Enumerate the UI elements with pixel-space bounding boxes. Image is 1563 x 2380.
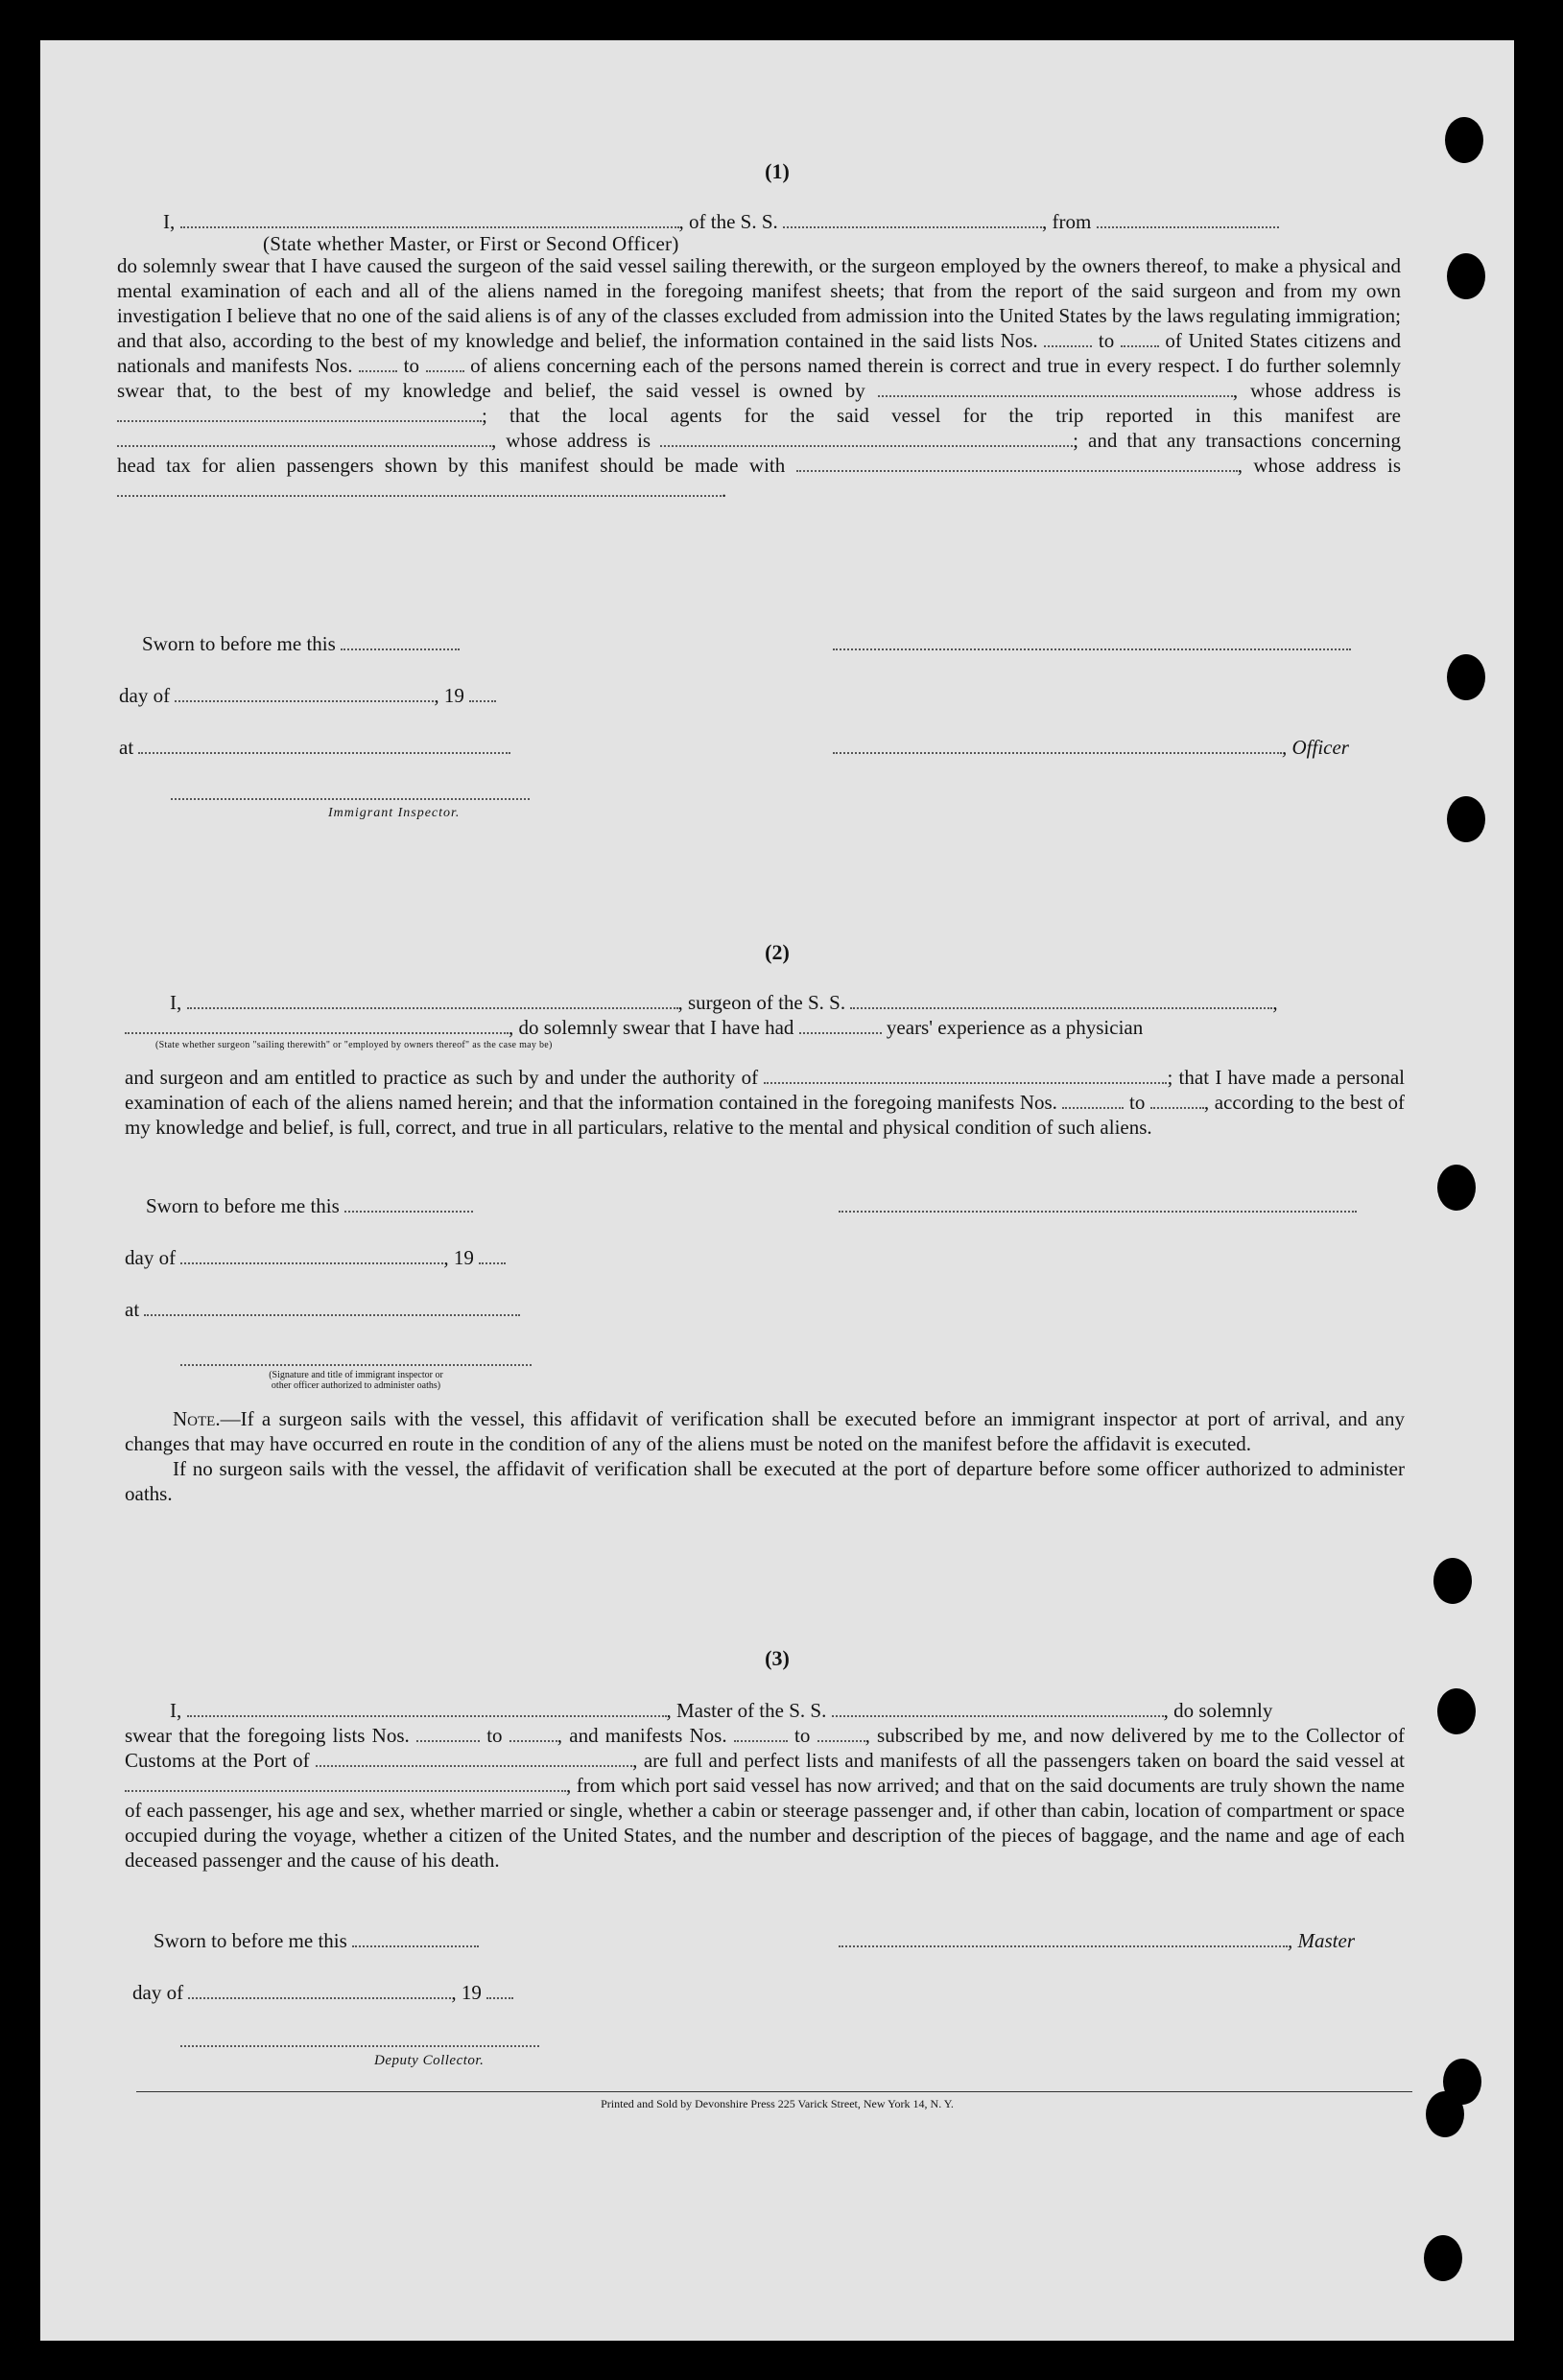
lists-from-field[interactable] xyxy=(416,1723,480,1742)
section-1-number: (1) xyxy=(765,159,790,183)
sworn-line-3 xyxy=(154,1928,479,1953)
manifests-from-field[interactable] xyxy=(1062,1090,1124,1109)
day-of-field[interactable] xyxy=(175,683,434,702)
body-text: and surgeon and am entitled to practice as such by and under the authority of xyxy=(125,1066,759,1089)
signature-hint xyxy=(180,1370,532,1391)
printer-credit: Printed and Sold by Devonshire Press 225 Varick Street, New York 14, N. Y. xyxy=(601,2097,954,2110)
label-officer: , Officer xyxy=(1282,736,1349,759)
label-day-of: day of xyxy=(119,684,171,707)
lists-to-field[interactable] xyxy=(1121,328,1159,347)
surgeon-vessel-field[interactable] xyxy=(850,990,1272,1009)
master-vessel-field[interactable] xyxy=(832,1698,1164,1717)
label-at: at xyxy=(119,736,134,759)
manifests-from-field[interactable] xyxy=(734,1723,788,1742)
deputy-signature-field[interactable] xyxy=(180,2028,539,2047)
officer-hint: (State whether Master, or First or Second Officer) xyxy=(263,232,679,255)
footer-rule xyxy=(136,2091,1412,2092)
section-2-first-line: I, , surgeon of the S. S. , xyxy=(170,991,1278,1014)
lists-from-field[interactable] xyxy=(1044,328,1092,347)
lists-to-field[interactable] xyxy=(509,1723,557,1742)
surgeon-status-field[interactable] xyxy=(125,1015,509,1034)
section-1-body: do solemnly swear that I have caused the surgeon of the said vessel sailing therewith, or the surgeon employed by the owners thereof, to make a physical and mental examination of each and all of the aliens named in the foregoing manifest sheets; that from the report of the said surgeon and from my own investigation I believe that no one of the said aliens is of any of the classes excluded from admission into the United States by the laws regulating immigration; and that also, according to the best of my knowledge and belief, the information contained in the said lists Nos. to of United States citizens and nationals and manifests Nos. to of aliens concerning each of the persons named therein is correct and true in every respect. I do further solemnly swear that, to the best of my knowledge and belief, the said vessel is owned by , whose address is ; that the local agents for the said vessel for the trip reported in this manifest are , whose address is ; and that any transactions concerning head tax for alien passengers shown by this manifest should be made with , whose address is . xyxy=(117,254,1402,502)
label-of-ss: , of the S. S. xyxy=(678,210,778,233)
day-of-line-2 xyxy=(125,1245,506,1270)
at-field[interactable] xyxy=(144,1297,520,1316)
hint-line: (Signature and title of immigrant inspector or xyxy=(269,1370,443,1380)
agents-address-field[interactable] xyxy=(660,428,1073,447)
day-of-line-3 xyxy=(132,1980,513,2005)
label-at: at xyxy=(125,1298,140,1321)
punch-hole xyxy=(1437,1165,1476,1211)
owner-address-field[interactable] xyxy=(117,403,482,422)
label-master: , Master xyxy=(1288,1929,1355,1952)
body-text: ; that I have made a personal examination of each of the aliens named herein; and that the information contained in the foregoing manifests Nos. xyxy=(125,1066,1406,1114)
manifests-to-field[interactable] xyxy=(1150,1090,1204,1109)
body-text: , from which port said vessel has now arrived; and that on the said documents are truly shown the name of each passenger, his age and sex, whether married or single, whether a cabin or steerage passenger and, if other than cabin, location of compartment or space occupied during the voyage, whether a citizen of the United States, and the number and description of the pieces of baggage, and the name and age of each deceased passenger and the cause of his death. xyxy=(125,1774,1405,1872)
body-text: ; and that any transactions concerning head tax for alien passengers shown by this manifest should be made with xyxy=(117,429,1401,477)
label-master-of: , Master of the S. S. xyxy=(666,1699,827,1722)
head-tax-address-field[interactable] xyxy=(117,478,722,497)
section-2-number: (2) xyxy=(765,940,790,964)
origin-port-field[interactable] xyxy=(1097,209,1279,228)
punch-hole xyxy=(1447,253,1485,299)
year-field[interactable] xyxy=(486,1980,513,1999)
year-field[interactable] xyxy=(479,1245,506,1264)
note-text: —If a surgeon sails with the vessel, this affidavit of verification shall be executed before an immigrant inspector at port of arrival, and any changes that may have occurred en route in the condition of any of the aliens must be noted on the manifest before the affidavit is executed. xyxy=(125,1407,1405,1455)
label-to: to xyxy=(1129,1091,1146,1114)
section-3-number: (3) xyxy=(765,1646,790,1670)
body-text: do solemnly swear that I have caused the surgeon of the said vessel sailing therewith, or the surgeon employed by the owners thereof, to make a physical and mental examination of each and all of the aliens named in the foregoing manifest sheets; that from the report of the said surgeon and from my own investigation I believe that no one of the said aliens is of any of the classes excluded from admission into the United States by the laws regulating immigration; and that also, according to the best of my knowledge and belief, the information contained in the said lists Nos. xyxy=(117,254,1401,352)
year-field[interactable] xyxy=(469,683,496,702)
label-sworn: Sworn to before me this xyxy=(142,632,336,655)
note-label: Note. xyxy=(173,1407,221,1430)
label-i: I, xyxy=(170,991,182,1014)
body-text: of aliens concerning each of the persons named therein is correct and true in every respect. I do further solemnly swear that, to the best of my knowledge and belief, the said vessel is owned by xyxy=(117,354,1402,402)
section-3-body xyxy=(125,1723,1405,1873)
inspector-label: Immigrant Inspector. xyxy=(328,806,461,820)
form-sheet xyxy=(40,40,1514,2341)
manifests-from-field[interactable] xyxy=(359,353,397,372)
punch-hole xyxy=(1447,654,1485,700)
surgeon-name-field[interactable] xyxy=(187,990,678,1009)
body-text: ; that the local agents for the said vessel for the trip reported in this manifest are xyxy=(482,404,1401,427)
body-text: , whose address is xyxy=(1237,454,1401,477)
at-line-2 xyxy=(125,1297,520,1322)
punch-hole xyxy=(1433,1558,1472,1604)
note-block xyxy=(125,1406,1405,1506)
punch-hole xyxy=(1437,1688,1476,1734)
label-to: to xyxy=(1098,329,1115,352)
manifests-to-field[interactable] xyxy=(426,353,464,372)
label-year: , 19 xyxy=(451,1981,482,2004)
surgeon-signature-field[interactable] xyxy=(839,1193,1357,1213)
label-day-of: day of xyxy=(125,1246,177,1269)
body-text: , according to the best of my knowledge and belief, is full, correct, and true in all particulars, relative to the mental and physical condition of such aliens. xyxy=(125,1091,1405,1139)
authority-field[interactable] xyxy=(764,1065,1167,1084)
body-text: , are full and perfect lists and manifests of all the passengers taken on board the said vessel at xyxy=(632,1749,1405,1772)
label-to: to xyxy=(486,1724,503,1747)
punch-hole xyxy=(1424,2235,1462,2281)
label-year: , 19 xyxy=(434,684,464,707)
label-surgeon-of: , surgeon of the S. S. xyxy=(677,991,846,1014)
label-year: , 19 xyxy=(443,1246,474,1269)
officer-signature-field[interactable] xyxy=(833,631,1351,650)
inspector-signature-field[interactable] xyxy=(171,781,530,800)
officer-line xyxy=(833,735,1349,760)
administrator-signature-field[interactable] xyxy=(180,1347,532,1366)
label-to: to xyxy=(403,354,419,377)
section-2-body xyxy=(125,1065,1405,1140)
at-line-1 xyxy=(119,735,510,760)
body-text: , whose address is xyxy=(491,429,651,452)
years-experience-field[interactable] xyxy=(799,1015,882,1034)
sworn-line-2 xyxy=(146,1193,473,1218)
label-i: I, xyxy=(170,1699,182,1722)
day-of-field[interactable] xyxy=(188,1980,451,1999)
section-2-second-line xyxy=(125,1015,1405,1040)
label-i: I, xyxy=(163,210,176,233)
sworn-date-field[interactable] xyxy=(344,1193,473,1213)
label-do-swear: , do solemnly swear that I have had xyxy=(509,1016,794,1039)
punch-hole xyxy=(1447,796,1485,842)
label-from: , from xyxy=(1042,210,1092,233)
owner-field[interactable] xyxy=(878,378,1233,397)
officer-name-field[interactable] xyxy=(180,209,679,228)
body-text: , subscribed by me, and now delivered by me to the Collector of Customs at the Port of xyxy=(125,1724,1406,1772)
section-1-first-line xyxy=(163,209,1401,234)
officer-title-field[interactable] xyxy=(833,735,1282,754)
label-to: to xyxy=(794,1724,811,1747)
master-signature-field[interactable] xyxy=(839,1928,1288,1947)
at-field[interactable] xyxy=(138,735,510,754)
day-of-field[interactable] xyxy=(180,1245,443,1264)
master-name-field[interactable] xyxy=(187,1698,667,1717)
note-text: If no surgeon sails with the vessel, the affidavit of verification shall be executed at the port of departure before some officer authorized to administer oaths. xyxy=(125,1457,1405,1505)
surgeon-hint: (State whether surgeon "sailing therewith" or "employed by owners thereof" as the case may be) xyxy=(155,1040,553,1050)
label-sworn: Sworn to before me this xyxy=(146,1194,340,1217)
port-of-embarkation-field[interactable] xyxy=(125,1773,566,1792)
sworn-date-field[interactable] xyxy=(352,1928,479,1947)
body-text: swear that the foregoing lists Nos. xyxy=(125,1724,410,1747)
label-do-solemnly: , do solemnly xyxy=(1163,1699,1273,1722)
punch-hole xyxy=(1445,117,1483,163)
agents-field[interactable] xyxy=(117,428,491,447)
label-years: years' experience as a physician xyxy=(886,1016,1144,1039)
day-of-line-1 xyxy=(119,683,496,708)
section-3-first-line xyxy=(170,1698,1408,1723)
sworn-date-field[interactable] xyxy=(341,631,460,650)
manifests-to-field[interactable] xyxy=(817,1723,865,1742)
sworn-line-1 xyxy=(142,631,460,656)
deputy-label: Deputy Collector. xyxy=(374,2053,485,2068)
body-text: , and manifests Nos. xyxy=(557,1724,727,1747)
head-tax-contact-field[interactable] xyxy=(796,453,1238,472)
label-sworn: Sworn to before me this xyxy=(154,1929,347,1952)
label-day-of: day of xyxy=(132,1981,184,2004)
body-text: , whose address is xyxy=(1232,379,1402,402)
port-of-arrival-field[interactable] xyxy=(316,1748,632,1767)
hint-line: other officer authorized to administer oaths) xyxy=(271,1380,441,1391)
master-line xyxy=(839,1928,1355,1953)
vessel-name-field[interactable] xyxy=(783,209,1042,228)
body-text: of United States citizens and nationals and manifests Nos. xyxy=(117,329,1402,377)
